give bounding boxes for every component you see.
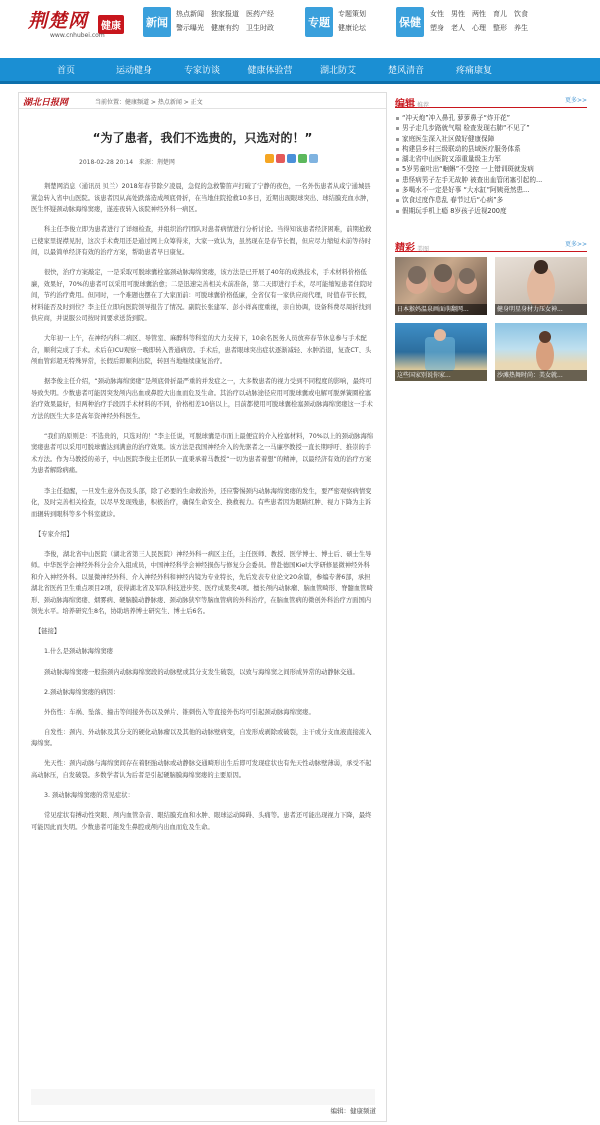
article-editor: 编辑：健康频道 (330, 1107, 376, 1115)
article-title: “为了患者，我们不选贵的，只选对的！” (92, 131, 313, 145)
share-weibo-icon[interactable] (276, 154, 285, 163)
link-shape[interactable]: 塑身 (430, 24, 444, 32)
channel-news-button[interactable]: 新闻 (143, 7, 171, 37)
link-health-forum[interactable]: 健康论坛 (338, 24, 366, 32)
editor-pick-sub: 推荐 (417, 102, 430, 109)
gallery-caption: 健身明星身材力压女神... (495, 304, 587, 315)
list-item[interactable]: “冲天炮”冲入鼻孔 萝萝鼻子“炸开花” (395, 113, 587, 123)
gallery-item[interactable] (495, 323, 587, 381)
faq-answer: 颈动脉海绵窦瘘一般指颈内动脉海绵窦段的动脉壁或其分支发生破裂，以致与海绵窦之间形成异常的动静脉交通。 (44, 668, 359, 676)
article-date: 2018-02-28 20:14 (79, 159, 134, 166)
gallery-caption: 日本猴妈温泉画面萌翻网... (395, 304, 487, 315)
link-hot-news[interactable]: 热点新闻 (176, 10, 204, 18)
nav-experience[interactable]: 健康体验营 (247, 66, 293, 76)
list-item[interactable]: 构建县乡村三级联动的县域医疗服务体系 (395, 144, 587, 154)
sidebar (395, 92, 587, 381)
channel-special-links (338, 7, 388, 35)
link-warning[interactable]: 警示曝光 (176, 24, 204, 32)
faq-answer: 常见症状有搏动性突眼、颅内血管杂音、眼结膜充血和水肿、眼球运动障碍、头痛等。患者还可能出现视力下降，最终可能因此而失明。少数患者可能发生鼻腔或颅内出血而危及生命。 (31, 812, 372, 831)
paragraph: 荆楚网消息（通讯员 贝兰）2018年春节除夕凌晨，急促的急救警笛声打破了宁静的夜色，一名外伤患者从咸宁通城县紧急转入省中山医院。该患者因从高处跌落造成颅底骨折，在当地住院抢救10多日，近期出现眼球突出、球结膜充血水肿，医生怀疑颈动脉海绵窦瘘，遂连夜转入该院神经外科一病区。 (31, 183, 373, 213)
faq-answer: 外伤性：车祸、坠落、撞击等间接外伤以及弹片、锥刺伤入等直接外伤均可引起颈动脉海绵窦瘘。 (44, 708, 315, 716)
expert-bio: 李俊，湖北省中山医院（湖北省第三人民医院）神经外科一病区主任，主任医师、教授、医学博士、博士后、硕士生导师。中华医学会神经外科分会介入组成员，中国神经科学会神经损伤与修复分会委员。曾赴德国Kiel大学研修显微神经外科和介入神经外科。以显微神经外科、介入神经外科和神经内镜为专业特长，先后发表专业论文20余篇，参编专著6部，承担湖北省医药卫生重点项目2项，获得湖北省及军队科技进步奖、医疗成果奖4项。擅长颅内动脉瘤、脑血管畸形、脊髓血管畸形、颈动脉海绵窦瘘、烟雾病、硬脑膜动静脉瘘、颈动脉狭窄等脑血管病的外科治疗，在脑血管病的微创外科治疗方面国内领先水平。培养研究生8名，协助培养博士研究生、博士后6名。 (31, 550, 373, 616)
gallery-caption: 沙滩热舞时尚：美女就... (495, 370, 587, 381)
link-special-plan[interactable]: 专题策划 (338, 10, 366, 18)
paragraph: 大年初一上午，在神经内科二病区、导管室、麻醉科等科室的大力支持下，10余名医务人员放弃春节休息参与手术配合，顺利完成了手术。术后在ICU观察一晚即转入普通病房。手术后，患者眼球突出症状逐渐减轻、水肿消退，复查CT、头颅血管彩超无特殊异常，长假后即顺利出院，转回当地继续康复治疗。 (31, 335, 372, 366)
link-male[interactable]: 男性 (451, 10, 465, 18)
editor-pick-list (395, 113, 587, 216)
link-plastic[interactable]: 整形 (493, 24, 507, 32)
paragraph: 很快，治疗方案敲定，一是采取可脱球囊栓塞颈动脉海绵窦瘘，该方法是已开展了40年的成熟技术，手术材料价格低廉，效果好，70%的患者可以采用可脱球囊治愈；二是迅速完善相关术前准备，第二天即进行手术，尽可能缩短患者住院时间，节约治疗费用。但同时，一个难题也摆在了大家面前：可脱球囊价格低廉，全省仅有一家供应商代理，时值春节长假，材料能否及时到位？李主任立即向医院领导报告了情况。副院长张建军、彭小祥高度重视，亲自协调，设备科费尽周折找到供应商，并说服公司按时间要求送货到院。 (31, 269, 373, 323)
breadcrumb-path[interactable]: 当前位置：健康频道 > 热点新闻 > 正文 (95, 99, 203, 106)
article-footer-bar (31, 1089, 375, 1105)
link-diet[interactable]: 饮食 (514, 10, 528, 18)
channel-news-links (176, 7, 301, 35)
logo-text: 荆楚网 (28, 10, 89, 32)
site-logo[interactable] (28, 6, 138, 40)
list-item[interactable]: 多喝水不一定是好事 “大水缸”阿姨竟然患... (395, 185, 587, 195)
list-item[interactable]: 男子走几步路就气喘 检查发现右肺“不见了” (395, 123, 587, 133)
link-wellness[interactable]: 养生 (514, 24, 528, 32)
section-heading-expert: 【专家介绍】 (35, 530, 73, 538)
paragraph: 据李俊主任介绍，“颈动脉海绵窦瘘”是颅底骨折最严重的并发症之一，大多数患者的视力受到不同程度的影响，最终可导致失明。少数患者可能因突发颅内出血或鼻腔大出血而危及生命。其治疗以动脉途径应用可脱球囊或电解可脱弹簧圈栓塞治疗效果最好，但两种治疗手段因手术材料的不同，价格相差10倍以上，目前都使用可脱球囊栓塞颈动脉海绵窦瘘这一手术方法的医生大多是高年资神经外科医生。 (31, 378, 373, 420)
channel-care-button[interactable]: 保健 (396, 7, 424, 37)
editor-pick-header (395, 92, 587, 108)
gallery-grid (395, 257, 587, 381)
gallery-item[interactable] (395, 323, 487, 381)
faq-question: 2.颈动脉海绵窦瘘的病因： (44, 688, 120, 696)
editor-pick-title: 编辑 (395, 99, 415, 110)
link-mind[interactable]: 心理 (472, 24, 486, 32)
list-item[interactable]: 饮食过度作息乱 春节过后“心病”多 (395, 195, 587, 205)
paragraph: 李主任提醒，一旦发生意外伤及头部，除了必要的生命救治外，还应警惕颈内动脉海绵窦瘘的发生，要严密观察病情变化，及时完善相关检查，以尽早发现残患，积极治疗，确保生命安全、换救视力。有些患者因为眼睛红肿、视力下降为主诉而辗转到眼科等多个科室就诊。 (31, 487, 372, 518)
share-bar (265, 154, 318, 163)
article-meta (79, 157, 175, 166)
editor-pick-more-link[interactable]: 更多>> (564, 97, 587, 104)
list-item[interactable]: 家庭医生深入社区做好健康保障 (395, 134, 587, 144)
nav-interviews[interactable]: 专家访谈 (183, 66, 220, 76)
gallery-item[interactable] (495, 257, 587, 315)
channel-care-links (430, 7, 600, 35)
link-sex[interactable]: 两性 (472, 10, 486, 18)
list-item[interactable]: 患怪病男子左手无故肿 被查出血管闭塞引起的... (395, 175, 587, 185)
link-pharma[interactable]: 医药产经 (246, 10, 274, 18)
nav-chufeng[interactable]: 楚风清音 (387, 66, 424, 76)
nav-aids[interactable]: 湖北防艾 (319, 66, 356, 76)
nav-pain[interactable]: 疼痛康复 (455, 66, 492, 76)
link-exclusive[interactable]: 独家报道 (211, 10, 239, 18)
paragraph: “我们的原则是：不选贵的，只选对的！”李主任说，可脱球囊是市面上最便宜的介入栓塞材料，70%以上的颈动脉海绵窦瘘患者可以采用可脱球囊达到满意的治疗效果。该方法是我国神经介入的先驱者之一马廉亭教授一直长期呼吁、推崇的手术方法。作为马教授的弟子，中山医院李俊主任团队一直秉承着马教授“一切为患者着想”的精神，以最经济有效的治疗方案为患者解除病痛。 (31, 432, 374, 475)
nav-fitness[interactable]: 运动健身 (115, 66, 152, 76)
breadcrumb-logo[interactable]: 湖北日报网 (23, 98, 69, 108)
link-elderly[interactable]: 老人 (451, 24, 465, 32)
gallery-caption: 这些国家别说你家... (395, 370, 487, 381)
faq-answer: 先天性：颈内动脉与海绵窦间存在着胚胎动脉或动静脉交通畸形出生后即可发现症状也有先天性动脉壁薄弱，承受不起高动脉压，自发破裂。多数学者认为后者是引起硬脑膜海绵窦瘘的主要原因。 (31, 760, 372, 779)
logo-tag: 健康 (98, 15, 124, 34)
list-item[interactable]: 湖北省中山医院又添重量级主力军 (395, 154, 587, 164)
list-item[interactable]: 5岁男童吐出“蛔蝌”不受控 一上错训斑就发病 (395, 164, 587, 174)
breadcrumb (19, 93, 386, 109)
link-female[interactable]: 女性 (430, 10, 444, 18)
gallery-sub: 美图 (417, 245, 430, 253)
site-header (0, 0, 600, 44)
share-tencent-icon[interactable] (287, 154, 296, 163)
article-container (18, 92, 387, 1122)
link-parenting[interactable]: 育儿 (493, 10, 507, 18)
faq-answer: 自发性：颈内、外动脉及其分支的硬化动脉瘤以及其他的动脉壁病变，自发形成剥除或破裂，主干或分支血液直接流入海绵窦。 (31, 728, 372, 748)
gallery-header (395, 236, 587, 252)
article-source: 来源：荆楚网 (138, 159, 175, 166)
paragraph: 科主任李俊立即为患者进行了详细检查，并组织治疗团队对患者病情进行分析讨论。当得知该患者经济困难，前期抢救已使家里捉襟见肘，这次手术费用还是通过网上众筹得来，大家一致认为，虽然现在是春节长假，但应尽力缩短术前等待时间，以最简单经济有效的治疗方案，帮助患者早日康复。 (31, 226, 372, 257)
link-health-politics[interactable]: 卫生时政 (246, 24, 274, 32)
gallery-item[interactable] (395, 257, 487, 315)
gallery-more-link[interactable]: 更多>> (564, 240, 587, 248)
link-health-date[interactable]: 健康有约 (211, 24, 239, 32)
list-item[interactable]: 假期玩手机上瘾 8岁孩子近视200度 (395, 206, 587, 216)
main-nav (0, 58, 600, 84)
channel-special-button[interactable]: 专题 (305, 7, 333, 37)
gallery-title: 精彩 (395, 242, 415, 254)
article-body (31, 181, 375, 842)
share-qzone-icon[interactable] (265, 154, 274, 163)
section-heading-links: 【链接】 (35, 628, 61, 636)
logo-url: www.cnhubei.com (50, 32, 105, 39)
nav-home[interactable]: 首页 (56, 66, 75, 76)
faq-question: 3. 颈动脉海绵窦瘘的常见症状： (44, 792, 134, 799)
faq-question: 1.什么是颈动脉海绵窦瘘 (44, 648, 113, 656)
share-wechat-icon[interactable] (298, 154, 307, 163)
share-more-icon[interactable] (309, 154, 318, 163)
